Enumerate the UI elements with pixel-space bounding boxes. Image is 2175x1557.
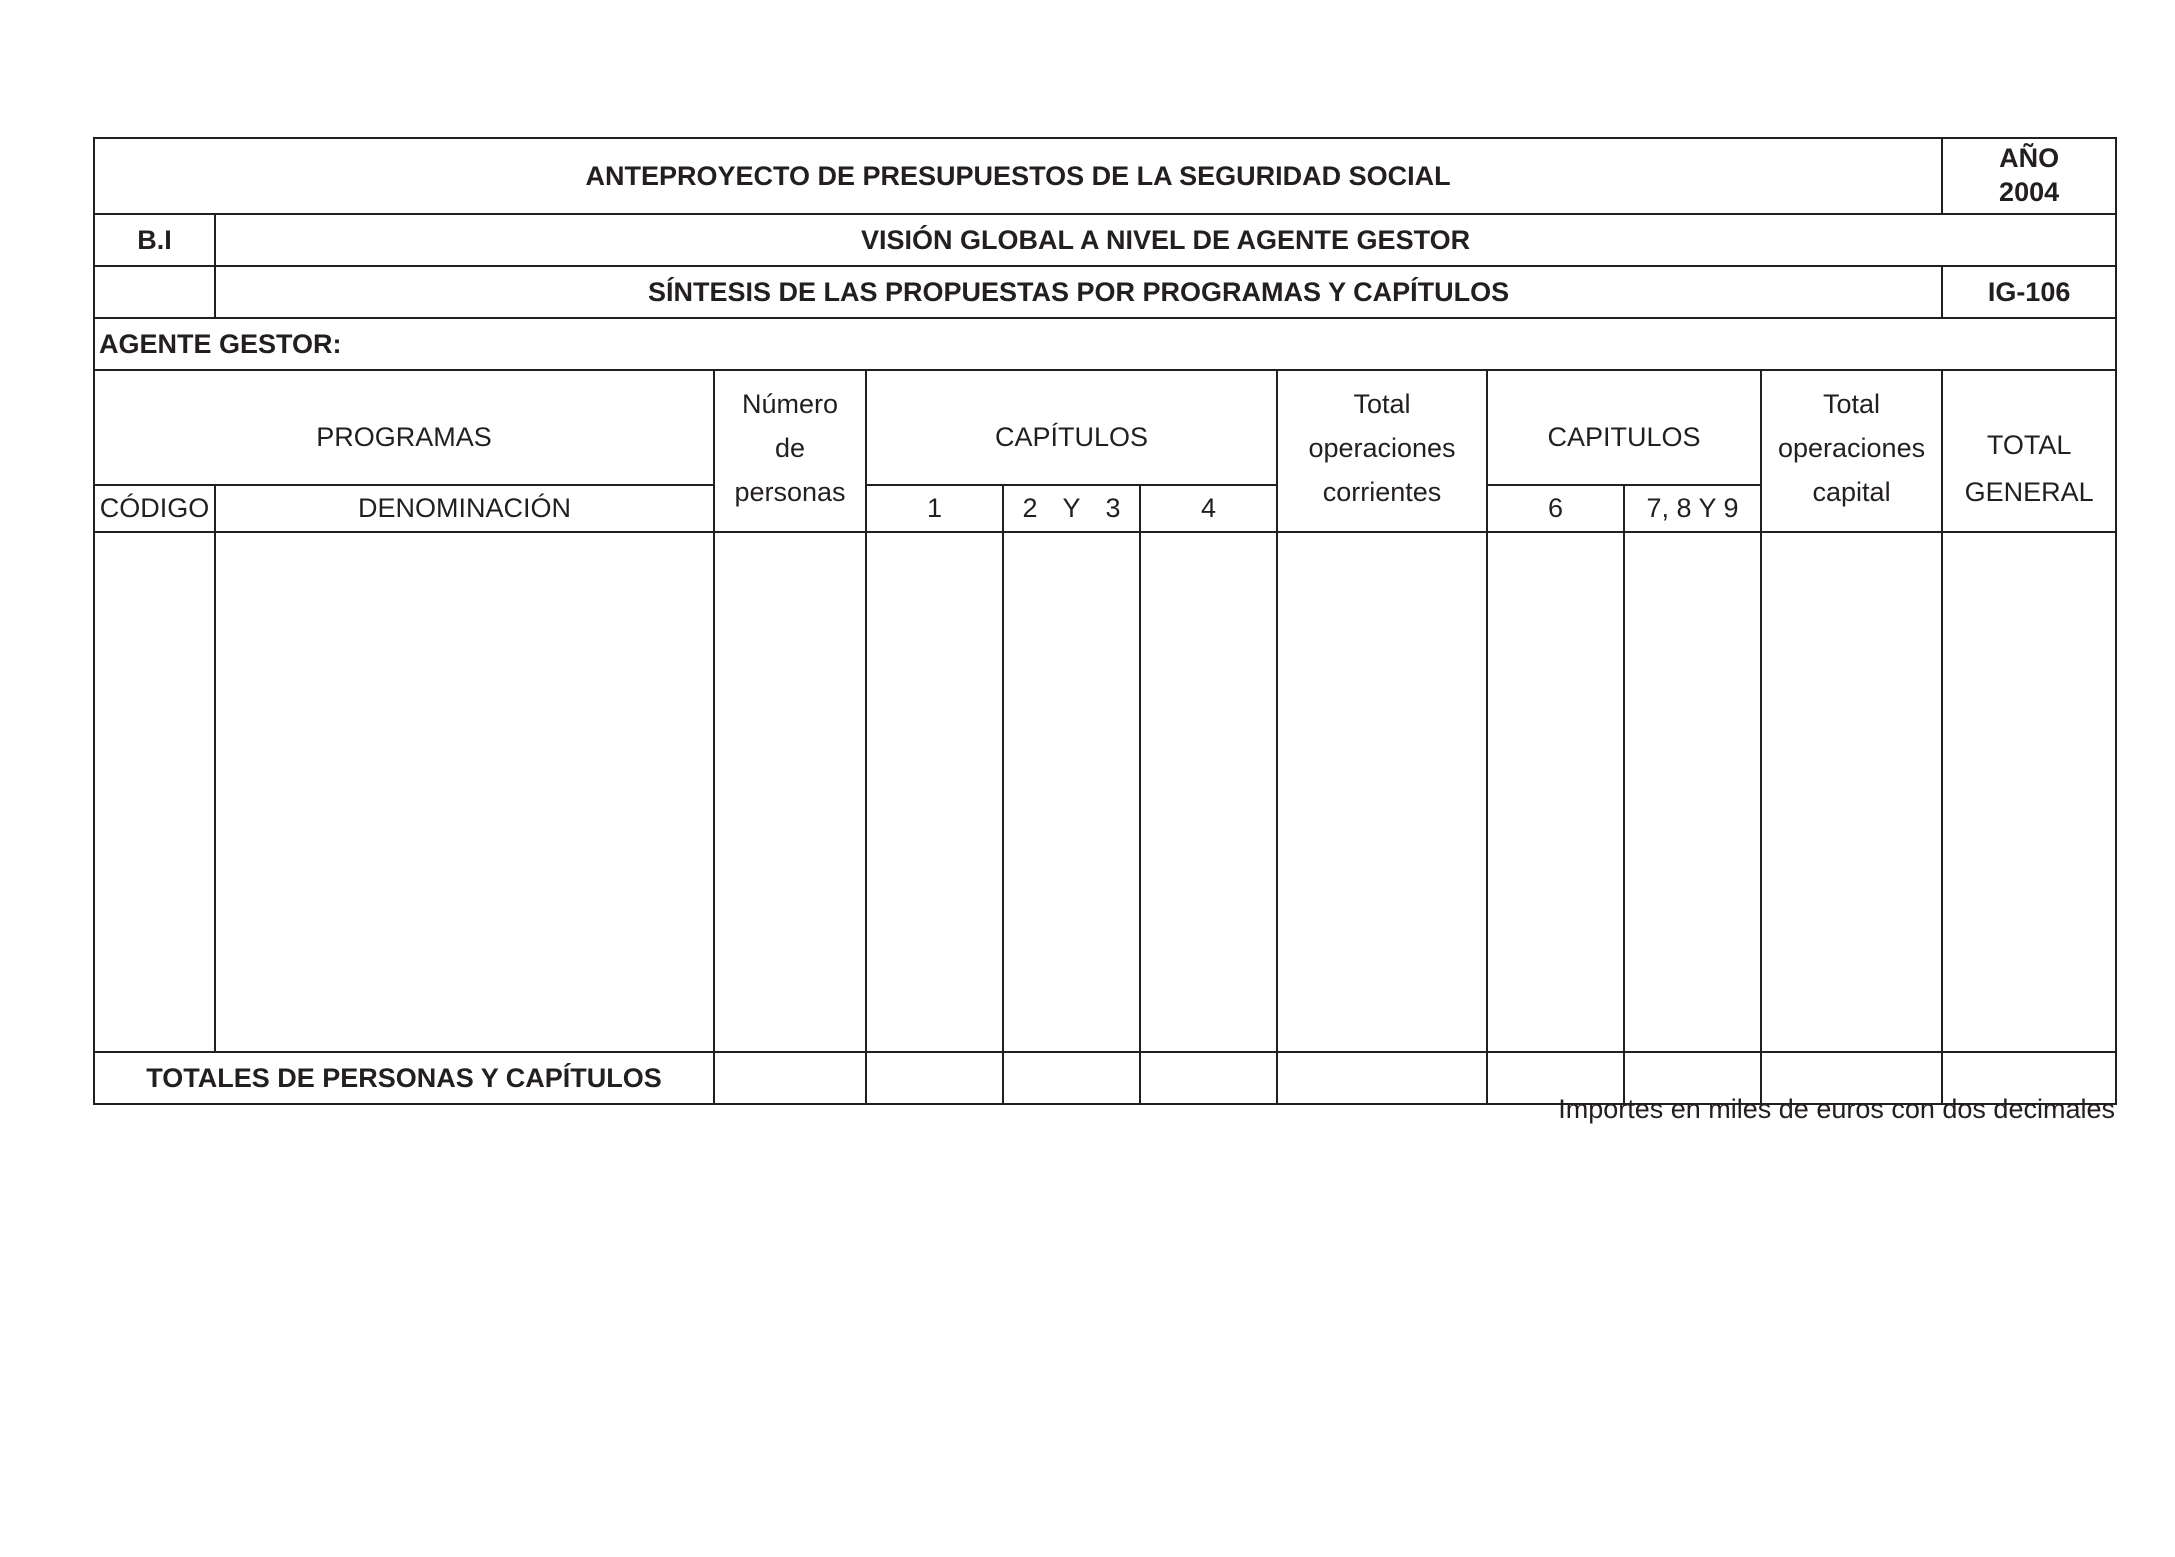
total-capital-header: Total operaciones capital	[1761, 370, 1942, 532]
personas-input-cell[interactable]	[714, 532, 866, 1052]
denominacion-input-cell[interactable]	[215, 532, 714, 1052]
cap-789-input-cell[interactable]	[1624, 532, 1761, 1052]
total-corrientes-header: Total operaciones corrientes	[1277, 370, 1487, 532]
cap-2y3-input-cell[interactable]	[1003, 532, 1140, 1052]
capitulos-capital-header: CAPITULOS	[1487, 370, 1761, 485]
agent-label: AGENTE GESTOR:	[99, 328, 342, 359]
cap-1-input-cell[interactable]	[866, 532, 1003, 1052]
codigo-input-cell[interactable]	[94, 532, 215, 1052]
cap-4-header: 4	[1140, 485, 1277, 532]
denominacion-header: DENOMINACIÓN	[215, 485, 714, 532]
totals-corrientes-cell[interactable]	[1277, 1052, 1487, 1104]
cap-2y3-header: 2 Y 3	[1003, 485, 1140, 532]
totals-personas-cell[interactable]	[714, 1052, 866, 1104]
capitulos-corrientes-header: CAPÍTULOS	[866, 370, 1277, 485]
section-title: VISIÓN GLOBAL A NIVEL DE AGENTE GESTOR	[215, 214, 2116, 266]
totals-label: TOTALES DE PERSONAS Y CAPÍTULOS	[94, 1052, 714, 1104]
totals-cap-4-cell[interactable]	[1140, 1052, 1277, 1104]
form-title: ANTEPROYECTO DE PRESUPUESTOS DE LA SEGURIDAD SOCIAL	[94, 138, 1942, 214]
total-general-header: TOTAL GENERAL	[1942, 370, 2116, 532]
totals-cap-1-cell[interactable]	[866, 1052, 1003, 1104]
programas-header: PROGRAMAS	[94, 370, 714, 485]
budget-form	[93, 137, 2115, 1105]
cap-6-header: 6	[1487, 485, 1624, 532]
blank-code-cell	[94, 266, 215, 318]
cap-4-input-cell[interactable]	[1140, 532, 1277, 1052]
form-code: IG-106	[1942, 266, 2116, 318]
agent-field[interactable]	[94, 318, 2116, 370]
codigo-header: CÓDIGO	[94, 485, 215, 532]
footnote: Importes en miles de euros con dos decimales	[1558, 1094, 2115, 1124]
total-general-input-cell[interactable]	[1942, 532, 2116, 1052]
total-corrientes-input-cell[interactable]	[1277, 532, 1487, 1052]
total-capital-input-cell[interactable]	[1761, 532, 1942, 1052]
budget-form-table	[93, 137, 2117, 1105]
totals-cap-2y3-cell[interactable]	[1003, 1052, 1140, 1104]
year-value: 2004	[1999, 177, 2060, 207]
cap-1-header: 1	[866, 485, 1003, 532]
cap-789-header: 7, 8 Y 9	[1624, 485, 1761, 532]
form-subtitle: SÍNTESIS DE LAS PROPUESTAS POR PROGRAMAS Y CAPÍTULOS	[215, 266, 1942, 318]
section-code: B.I	[94, 214, 215, 266]
year-label: AÑO	[1999, 143, 2060, 174]
numero-personas-header: Número de personas	[714, 370, 866, 532]
cap-6-input-cell[interactable]	[1487, 532, 1624, 1052]
table-row	[94, 532, 2116, 1052]
year-cell	[1942, 138, 2116, 214]
